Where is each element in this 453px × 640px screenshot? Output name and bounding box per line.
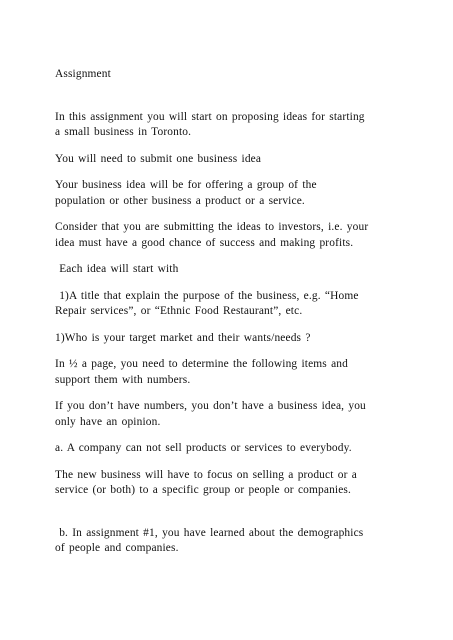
paragraph-investors: Consider that you are submitting the ideas to investors, i.e. your idea must have a good chance of success and making profits. [55, 221, 369, 249]
paragraph-business-idea: Your business idea will be for offering a group of the population or other business a product or a service. [55, 179, 317, 207]
paragraph-numbers: If you don’t have numbers, you don’t have a business idea, you only have an opinion. [55, 400, 366, 428]
paragraph-submit-one: You will need to submit one business idea [55, 152, 262, 165]
document-body [55, 67, 400, 557]
document-title: Assignment [55, 68, 111, 80]
paragraph-target-market: 1)Who is your target market and their wants/needs ? [55, 331, 311, 344]
paragraph-each-idea: Each idea will start with [55, 263, 179, 275]
paragraph-item-a: a. A company can not sell products or services to everybody. [55, 442, 352, 454]
paragraph-focus: The new business will have to focus on selling a product or a service (or both) to a specific group or people or companies. [55, 468, 357, 496]
paragraph-title-item: 1)A title that explain the purpose of the business, e.g. “Home Repair services”, or “Ethnic Food Restaurant”, etc. [55, 289, 359, 317]
paragraph-half-page: In ½ a page, you need to determine the following items and support them with numbers. [55, 358, 348, 386]
paragraph-item-b: b. In assignment #1, you have learned about the demographics of people and companies. [55, 526, 364, 554]
paragraph-intro: In this assignment you will start on proposing ideas for starting a small business in Toronto. [55, 110, 365, 138]
